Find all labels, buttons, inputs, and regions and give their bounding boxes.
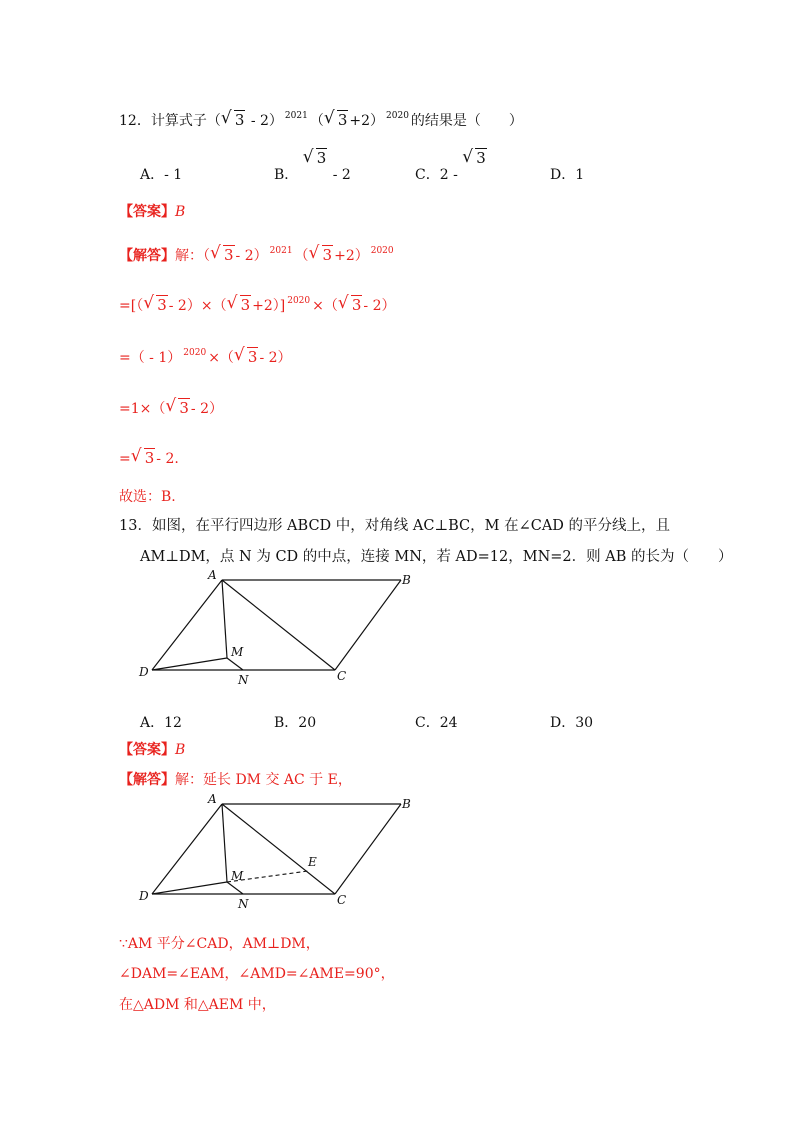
q12-option-d: D．1 xyxy=(550,167,585,183)
q13-figure xyxy=(130,568,430,688)
q12-solution-line-4: =1×（ √ 3 - 2） xyxy=(119,396,224,417)
q13-stem-line-2: AM⊥DM，点 N 为 CD 的中点，连接 MN，若 AD=12，MN=2．则 AB 的长为（ ） xyxy=(140,549,733,565)
label-a: A xyxy=(208,792,217,806)
q12-final-choice: 故选：B. xyxy=(119,489,176,505)
sqrt-symbol: √ 3 xyxy=(323,108,348,129)
label-b: B xyxy=(402,797,411,811)
q13-solution-line-4: 在△ADM 和△AEM 中， xyxy=(119,997,276,1013)
q13-option-a: A．12 xyxy=(140,715,182,731)
sqrt-symbol: √ 3 xyxy=(220,108,245,129)
q13-option-c: C．24 xyxy=(415,715,458,731)
label-m: M xyxy=(231,645,244,659)
q13-solution-line-3: ∠DAM=∠EAM，∠AMD=∠AME=90°， xyxy=(119,966,395,982)
q13-answer: 【答案】B xyxy=(119,742,186,758)
q12-option-c: C．2 - √ 3 xyxy=(415,147,486,183)
q13-stem-line-1: 13．如图，在平行四边形 ABCD 中，对角线 AC⊥BC，M 在∠CAD 的平分线上，且 xyxy=(119,518,671,534)
label-c: C xyxy=(337,893,347,907)
q12-option-a: A．- 1 xyxy=(140,167,183,183)
label-d: D xyxy=(139,665,149,679)
label-e: E xyxy=(308,855,317,869)
sqrt-symbol: √ 3 xyxy=(462,147,486,167)
q12-solution-line-1: 【解答】解：（ √ 3 - 2） $^{2021}$ （ √ 3 +2） $^{2020}$ xyxy=(119,243,394,264)
q13-option-b: B．20 xyxy=(274,715,317,731)
q13-solution-line-1: 【解答】解：延长 DM 交 AC 于 E， xyxy=(119,772,352,788)
sqrt-symbol: √ 3 xyxy=(302,147,327,167)
label-a: A xyxy=(208,568,217,582)
q12-answer: 【答案】B xyxy=(119,204,186,220)
q12-option-b: B． √ 3 - 2 xyxy=(274,147,351,183)
q12-solution-line-5: = √ 3 - 2. xyxy=(119,446,179,467)
label-d: D xyxy=(139,889,149,903)
q13-solution-figure xyxy=(130,792,430,912)
q13-option-d: D．30 xyxy=(550,715,594,731)
q12-solution-line-2: =[（ √ 3 - 2）×（ √ 3 +2）] $^{2020}$ ×（ √ 3 - 2） xyxy=(119,293,396,314)
q13-solution-line-2: ∵AM 平分∠CAD，AM⊥DM， xyxy=(119,936,320,952)
label-n: N xyxy=(238,673,249,687)
label-c: C xyxy=(337,669,347,683)
label-m: M xyxy=(231,869,244,883)
q12-stem: 12．计算式子（ √ 3 - 2） $^{2021}$ （ √ 3 +2） $^{2020}$ 的结果是（ ） xyxy=(119,108,523,129)
q12-solution-line-3: =（ - 1） $^{2020}$ ×（ √ 3 - 2） xyxy=(119,345,292,366)
label-n: N xyxy=(238,897,249,911)
label-b: B xyxy=(402,573,411,587)
